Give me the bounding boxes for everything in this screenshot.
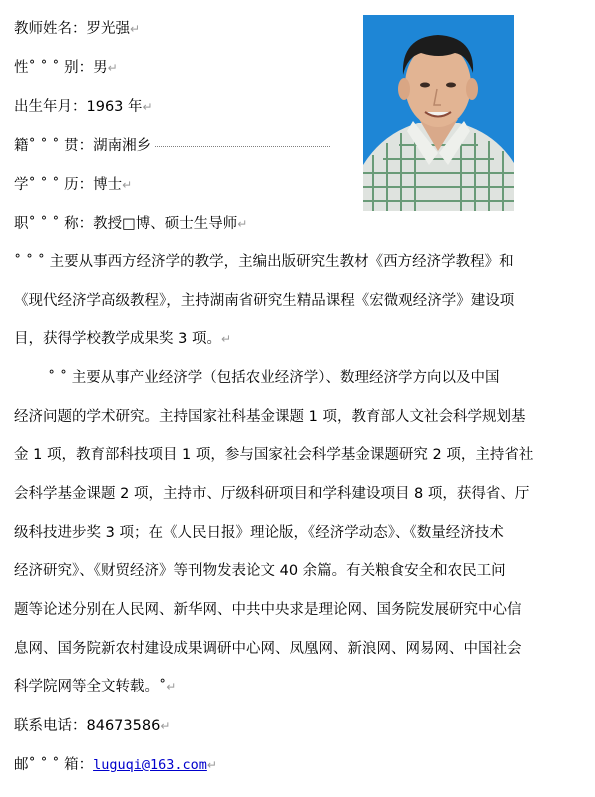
- birth-line: [14, 96, 153, 118]
- birth-text: 出生年月：1963 年: [14, 99, 143, 115]
- phone-text: 联系电话：84673586: [14, 718, 161, 734]
- paragraph-mark: ↵: [130, 22, 141, 36]
- education-text: 学˚ ˚ ˚ 历：博士: [14, 177, 123, 193]
- email-link[interactable]: luguqi@163.com: [93, 757, 207, 773]
- research-text: 经济研究》、《财贸经济》等刊物发表论文 40 余篇。有关粮食安全和农民工问: [14, 563, 506, 579]
- research-text: ˚ ˚ 主要从事产业经济学（包括农业经济学）、数理经济学方向以及中国: [48, 370, 500, 386]
- origin-line: [14, 135, 330, 157]
- research-line: [14, 599, 580, 621]
- research-line: [14, 560, 580, 582]
- research-line: [14, 522, 580, 544]
- gender-line: [14, 57, 118, 79]
- teaching-line: [14, 328, 580, 350]
- research-text: 科学院网等全文转载。˚: [14, 679, 167, 695]
- paragraph-mark: ↵: [220, 332, 232, 346]
- teaching-text: ˚ ˚ ˚ 主要从事西方经济学的教学，主编出版研究生教材《西方经济学教程》和: [14, 254, 514, 270]
- teacher-photo: [363, 15, 514, 211]
- research-line: [14, 444, 580, 466]
- research-line: [48, 367, 580, 389]
- name-line: [14, 18, 140, 40]
- research-line: [14, 676, 580, 698]
- research-text: 息网、国务院新农村建设成果调研中心网、凤凰网、新浪网、网易网、中国社会: [14, 641, 522, 657]
- research-text: 级科技进步奖 3 项；在《人民日报》理论版，《经济学动态》、《数量经济技术: [14, 525, 504, 541]
- paragraph-mark: ↵: [160, 719, 171, 733]
- gender-text: 性˚ ˚ ˚ 别：男: [14, 60, 108, 76]
- paragraph-mark: ↵: [122, 178, 133, 192]
- email-line: [14, 754, 217, 776]
- research-text: 会科学基金课题 2 项，主持市、厅级科研项目和学科建设项目 8 项，获得省、厅: [14, 486, 530, 502]
- teaching-line: [14, 290, 580, 312]
- phone-line: [14, 715, 170, 737]
- research-line: [14, 638, 580, 660]
- research-text: 金 1 项，教育部科技项目 1 项，参与国家社会科学基金课题研究 2 项，主持省社: [14, 447, 534, 463]
- research-text: 经济问题的学术研究。主持国家社科基金课题 1 项，教育部人文社会科学规划基: [14, 409, 526, 425]
- paragraph-mark: ↵: [142, 100, 153, 114]
- research-line: [14, 483, 580, 505]
- origin-text: 籍˚ ˚ ˚ 贯：湖南湘乡: [14, 138, 152, 154]
- email-label: 邮˚ ˚ ˚ 箱：: [14, 757, 94, 773]
- teaching-text: 《现代经济学高级教程》，主持湖南省研究生精品课程《宏微观经济学》建设项: [14, 293, 515, 309]
- paragraph-mark: ↵: [166, 680, 177, 694]
- education-line: [14, 174, 132, 196]
- teaching-text: 目，获得学校教学成果奖 3 项。: [14, 331, 221, 347]
- research-line: [14, 406, 580, 428]
- title-line: [14, 213, 247, 235]
- research-text: 题等论述分别在人民网、新华网、中共中央求是理论网、国务院发展研究中心信: [14, 602, 522, 618]
- anchor-leader: [155, 145, 330, 147]
- paragraph-mark: ↵: [107, 61, 118, 75]
- name-text: 教师姓名：罗光强: [14, 21, 130, 37]
- title-text: 职˚ ˚ ˚ 称：教授□博、硕士生导师: [14, 216, 238, 232]
- paragraph-mark: ↵: [237, 217, 248, 231]
- paragraph-mark: ↵: [206, 758, 217, 772]
- teaching-line: [14, 251, 580, 273]
